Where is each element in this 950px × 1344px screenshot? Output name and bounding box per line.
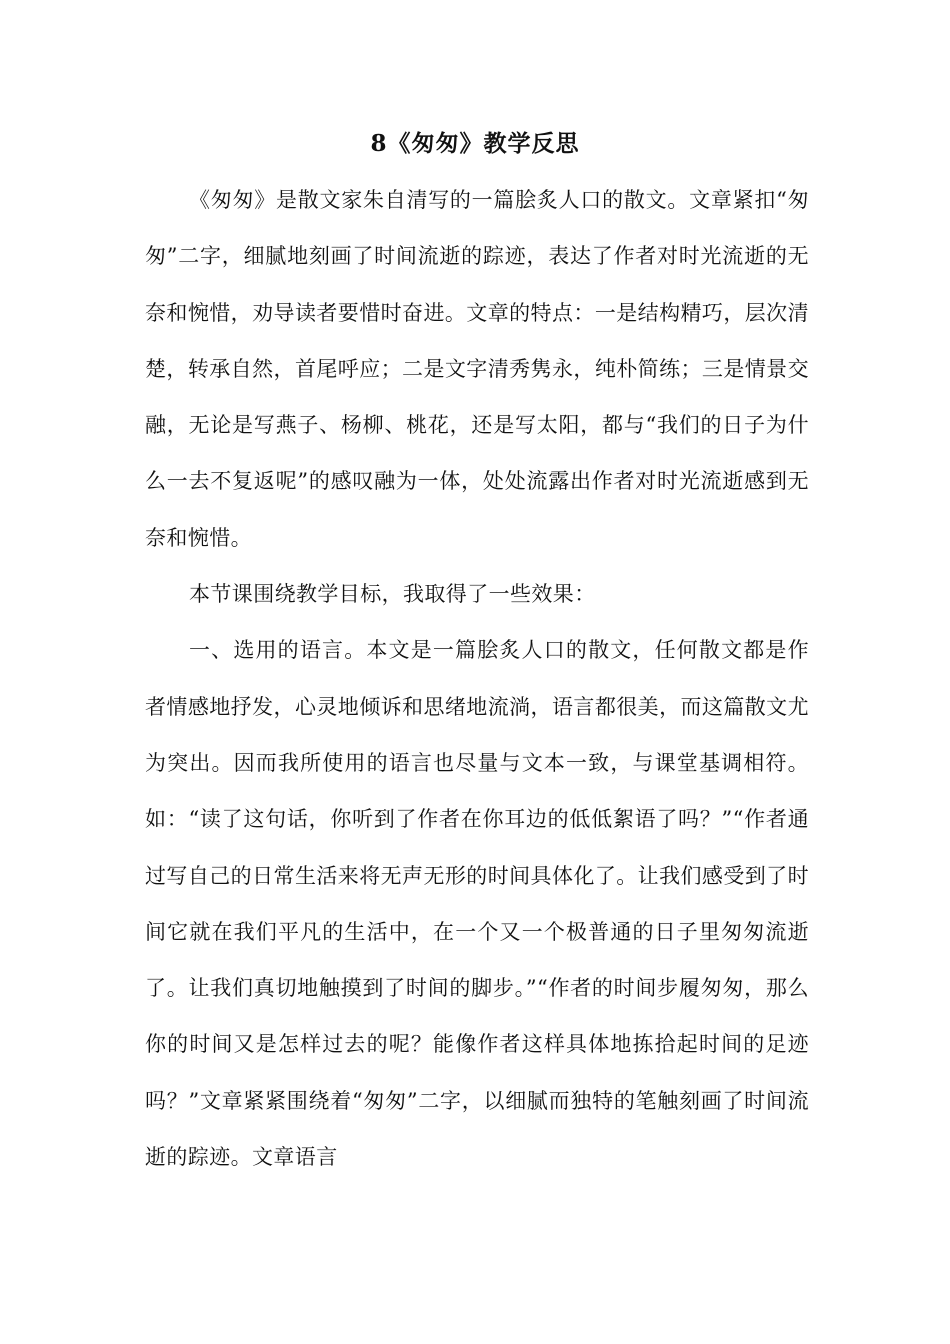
paragraph-intro: 《匆匆》是散文家朱自清写的一篇脍炙人口的散文。文章紧扣“匆匆”二字，细腻地刻画了时间流逝的踪迹，表达了作者对时光流逝的无奈和惋惜，劝导读者要惜时奋进。文章的特点：一是结构精巧，层次清楚，转承自然，首尾呼应；二是文字清秀隽永，纯朴简练；三是情景交融，无论是写燕子、杨柳、桃花，还是写太阳，都与“我们的日子为什么一去不复返呢”的感叹融为一体，处处流露出作者对时光流逝感到无奈和惋惜。 (145, 188, 809, 550)
document-body (145, 172, 809, 1185)
document-title: 8《匆匆》教学反思 (370, 130, 580, 157)
paragraph-language: 一、选用的语言。本文是一篇脍炙人口的散文，任何散文都是作者情感地抒发，心灵地倾诉和思绪地流淌，语言都很美，而这篇散文尤为突出。因而我所使用的语言也尽量与文本一致，与课堂基调相符。如：“读了这句话，你听到了作者在你耳边的低低絮语了吗？”“作者通过写自己的日常生活来将无声无形的时间具体化了。让我们感受到了时间它就在我们平凡的生活中，在一个又一个极普通的日子里匆匆流逝了。让我们真切地触摸到了时间的脚步。”“作者的时间步履匆匆，那么你的时间又是怎样过去的呢？能像作者这样具体地拣拾起时间的足迹吗？”文章紧紧围绕着“匆匆”二字，以细腻而独特的笔触刻画了时间流逝的踪迹。文章语言 (145, 638, 809, 1170)
paragraph-effects-intro: 本节课围绕教学目标，我取得了一些效果： (189, 582, 596, 607)
